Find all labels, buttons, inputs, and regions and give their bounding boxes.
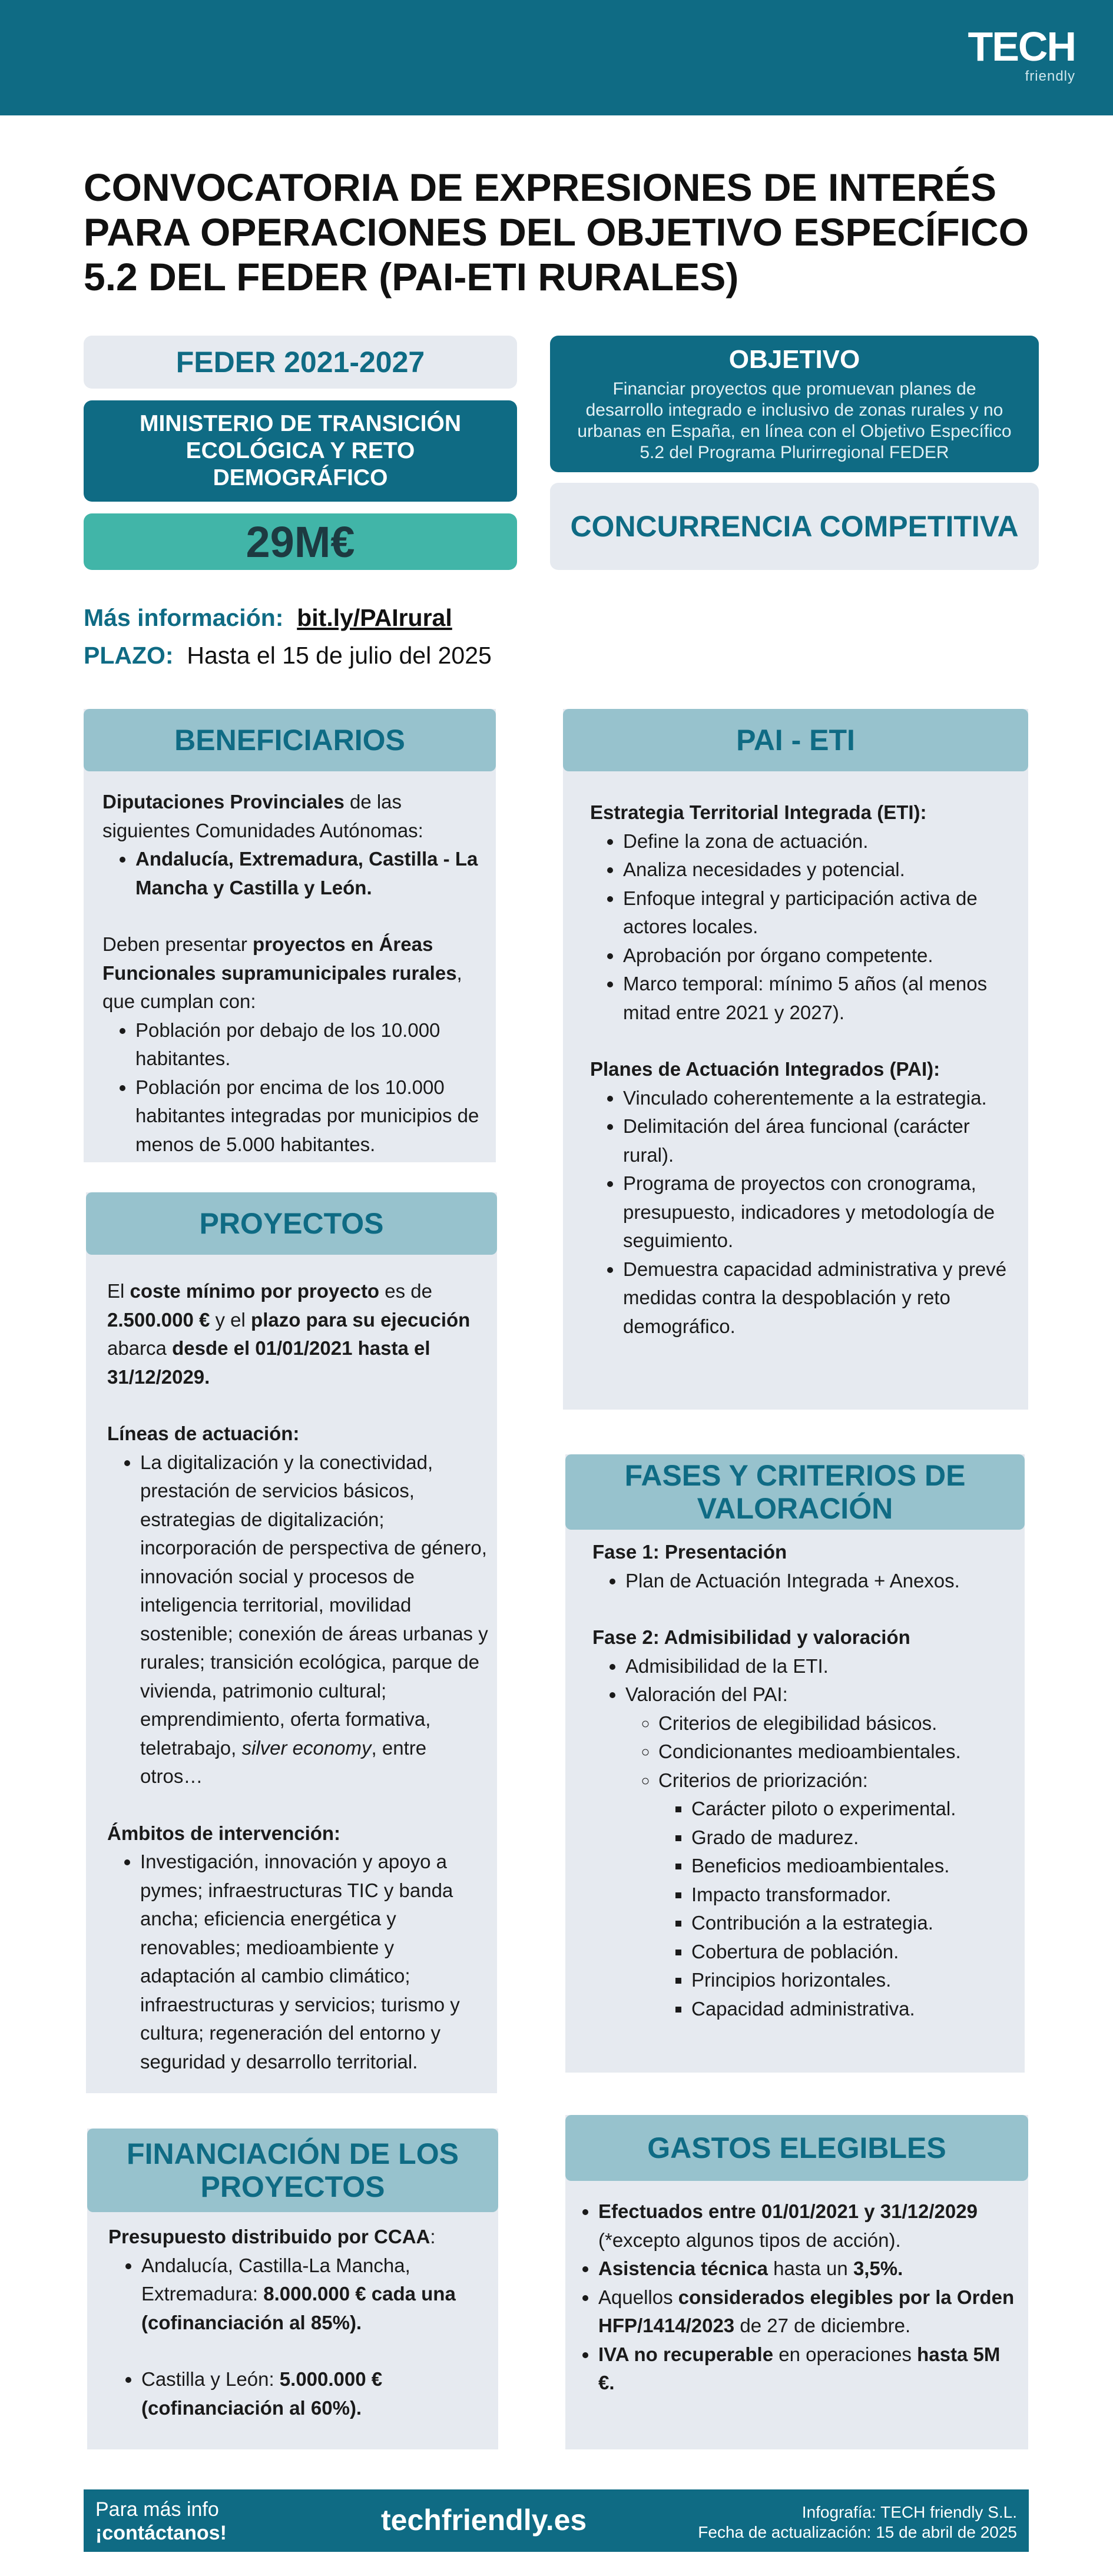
list-item: • Investigación, innovación y apoyo a pymes; infraestructuras TIC y banda ancha; eficiencia energética y renovables; medioambiente y adaptación al cambio climático; infraestructuras y servicios; turismo y cultura; regeneración del entorno y seguridad y desarrollo territorial. <box>140 1848 490 2076</box>
present-post: , que cumplan con: <box>102 962 462 1012</box>
header-bar <box>0 0 1113 115</box>
list-item: • Programa de proyectos con cronograma, presupuesto, indicadores y metodología de seguimiento. <box>623 1169 1020 1255</box>
list-item: ▪ Contribución a la estrategia. <box>691 1909 1022 1938</box>
g4-bold: IVA no recuperable <box>598 2343 774 2365</box>
fase2-item2: Valoración del PAI: <box>625 1683 788 1705</box>
ambitos-title: Ámbitos de intervención: <box>107 1822 341 1844</box>
more-info-label: Más información: <box>84 604 284 631</box>
beneficiarios-regions: Andalucía, Extremadura, Castilla - La Mancha y Castilla y León. <box>135 848 478 899</box>
list-item <box>135 845 485 902</box>
list-item: • Enfoque integral y participación activa de actores locales. <box>623 884 1020 941</box>
list-item: ▪ Carácter piloto o experimental. <box>691 1795 1022 1824</box>
list-item: ▪ Grado de madurez. <box>691 1824 1022 1852</box>
list-item: • Población por encima de los 10.000 habitantes integradas por municipios de menos de 5.000 habitantes. <box>135 1073 485 1159</box>
financiacion-card <box>87 2129 498 2449</box>
gastos-body <box>565 2197 1019 2398</box>
list-item <box>598 2340 1019 2398</box>
lineas-title: Líneas de actuación: <box>107 1423 300 1444</box>
list-item: ▪ Impacto transformador. <box>691 1881 1022 1909</box>
gastos-title: GASTOS ELEGIBLES <box>565 2115 1028 2181</box>
proyectos-card <box>86 1192 497 2093</box>
item1-regions: Andalucía, Castilla-La Mancha, Extremadura: <box>141 2254 410 2305</box>
financiacion-intro: Presupuesto distribuido por CCAA <box>108 2226 430 2247</box>
present-bold: proyectos en Áreas Funcionales supramunicipales rurales <box>102 933 457 984</box>
pai-eti-title: PAI - ETI <box>563 709 1028 771</box>
p1d: 2.500.000 € <box>107 1308 210 1331</box>
beneficiarios-intro <box>102 788 485 845</box>
deadline-value: Hasta el 15 de julio del 2025 <box>187 642 492 669</box>
item2-regions: Castilla y León: <box>141 2368 280 2390</box>
footer-credit-line1: Infografía: TECH friendly S.L. <box>801 2503 1017 2521</box>
amount-badge: 29M€ <box>84 513 517 570</box>
g2-mid: hasta un <box>767 2257 853 2279</box>
objective-title: OBJETIVO <box>728 345 860 374</box>
list-item: ◦ Condicionantes medioambientales. <box>658 1738 1022 1766</box>
p1h: desde el 01/01/2021 hasta el 31/12/2029. <box>107 1337 430 1388</box>
list-item: • Admisibilidad de la ETI. <box>625 1652 1022 1681</box>
p1c: es de <box>379 1280 432 1302</box>
list-item: • Población por debajo de los 10.000 habitantes. <box>135 1016 485 1073</box>
list-item: • Delimitación del área funcional (carácter rural). <box>623 1112 1020 1169</box>
p1b: coste mínimo por proyecto <box>130 1280 380 1302</box>
list-item <box>141 2252 491 2338</box>
g1-bold: Efectuados entre 01/01/2021 y 31/12/2029 <box>598 2200 978 2222</box>
footer-website-link[interactable]: techfriendly.es <box>381 2504 587 2537</box>
footer-credits <box>698 2502 1017 2542</box>
beneficiarios-card <box>84 709 496 1162</box>
list-item: • Marco temporal: mínimo 5 años (al menos mitad entre 2021 y 2027). <box>623 970 1020 1027</box>
g2-bold2: 3,5%. <box>853 2257 903 2279</box>
eti-title: Estrategia Territorial Integrada (ETI): <box>590 801 927 823</box>
beneficiarios-present <box>102 930 485 1016</box>
financiacion-intro-colon: : <box>430 2226 436 2247</box>
more-info-line <box>84 603 452 632</box>
footer-bar <box>84 2489 1029 2552</box>
proyectos-title: PROYECTOS <box>86 1192 497 1255</box>
logo-main-text: TECH <box>968 24 1075 69</box>
techfriendly-logo[interactable] <box>963 26 1075 84</box>
g2-bold: Asistencia técnica <box>598 2257 768 2279</box>
item1-bold: 8.000.000 € cada una (cofinanciación al 85%). <box>141 2283 456 2333</box>
fases-card <box>565 1454 1025 2073</box>
beneficiarios-intro-bold: Diputaciones Provinciales <box>102 791 344 813</box>
proyectos-intro <box>107 1277 490 1391</box>
more-info-link[interactable]: bit.ly/PAIrural <box>297 604 452 631</box>
beneficiarios-body <box>102 788 485 1159</box>
objective-text: Financiar proyectos que promuevan planes de desarrollo integrado e inclusivo de zonas rurales y no urbanas en España, en línea con el Objetivo Específico 5.2 del Programa Plurirregional FEDER <box>577 379 1012 462</box>
footer-contact[interactable] <box>95 2498 227 2545</box>
list-item: • Define la zona de actuación. <box>623 827 1020 856</box>
list-item <box>598 2255 1019 2283</box>
list-item: • Aprobación por órgano competente. <box>623 941 1020 970</box>
p1g: abarca <box>107 1337 173 1359</box>
ministry-badge: MINISTERIO DE TRANSICIÓN ECOLÓGICA Y RETO DEMOGRÁFICO <box>84 400 517 502</box>
p1e: y el <box>210 1308 251 1331</box>
fase1-title: Fase 1: Presentación <box>592 1541 787 1563</box>
priorizacion-label: Criterios de priorización: <box>658 1769 868 1791</box>
beneficiarios-intro-rest: de las siguientes Comunidades Autónomas: <box>102 791 423 841</box>
fases-body <box>592 1538 1022 2023</box>
g1-rest: (*excepto algunos tipos de acción). <box>598 2229 901 2251</box>
list-item: ◦ Criterios de elegibilidad básicos. <box>658 1709 1022 1738</box>
deadline-line <box>84 641 492 670</box>
competition-badge: CONCURRENCIA COMPETITIVA <box>550 483 1039 570</box>
page-title: CONVOCATORIA DE EXPRESIONES DE INTERÉS PARA OPERACIONES DEL OBJETIVO ESPECÍFICO 5.2 DEL FEDER (PAI-ETI RURALES) <box>84 165 1029 299</box>
p1a: El <box>107 1280 130 1302</box>
beneficiarios-title: BENEFICIARIOS <box>84 709 496 771</box>
g3-pre: Aquellos <box>598 2286 678 2308</box>
g4-bold2: hasta 5M €. <box>598 2343 1001 2393</box>
list-item: • Plan de Actuación Integrada + Anexos. <box>625 1567 1022 1596</box>
list-item <box>598 2197 1019 2255</box>
footer-contact-line2: ¡contáctanos! <box>95 2522 227 2544</box>
footer-credit-line2: Fecha de actualización: 15 de abril de 2025 <box>698 2523 1017 2541</box>
g4-mid: en operaciones <box>773 2343 917 2365</box>
pai-eti-card <box>563 709 1028 1410</box>
list-item <box>658 1766 1022 2024</box>
p1f: plazo para su ejecución <box>251 1308 471 1331</box>
list-item: ▪ Principios horizontales. <box>691 1966 1022 1995</box>
financiacion-title: FINANCIACIÓN DE LOS PROYECTOS <box>87 2129 498 2212</box>
list-item: • Vinculado coherentemente a la estrategia. <box>623 1084 1020 1113</box>
logo-sub-text: friendly <box>1025 68 1075 84</box>
list-item: • Analiza necesidades y potencial. <box>623 856 1020 884</box>
item2-bold: 5.000.000 € (cofinanciación al 60%). <box>141 2368 383 2419</box>
list-item: • Demuestra capacidad administrativa y prevé medidas contra la despoblación y reto demográfico. <box>623 1255 1020 1341</box>
g3-rest: de 27 de diciembre. <box>734 2315 911 2336</box>
financiacion-body <box>108 2223 491 2422</box>
list-item: ▪ Cobertura de población. <box>691 1938 1022 1967</box>
fase2-title: Fase 2: Admisibilidad y valoración <box>592 1626 910 1648</box>
list-item <box>598 2283 1019 2340</box>
gastos-card <box>565 2115 1028 2449</box>
list-item <box>141 2365 491 2422</box>
present-pre: Deben presentar <box>102 933 253 955</box>
list-item <box>140 1448 490 1791</box>
lineas-end: , entre otros… <box>140 1736 427 1787</box>
proyectos-body <box>107 1277 490 2076</box>
pai-eti-body <box>590 798 1020 1341</box>
footer-contact-line1: Para más info <box>95 2498 219 2521</box>
pai-title: Planes de Actuación Integrados (PAI): <box>590 1058 940 1080</box>
program-badge: FEDER 2021-2027 <box>84 336 517 389</box>
list-item: ▪ Capacidad administrativa. <box>691 1995 1022 2024</box>
list-item: ▪ Beneficios medioambientales. <box>691 1852 1022 1881</box>
fases-title: FASES Y CRITERIOS DE VALORACIÓN <box>565 1454 1025 1530</box>
list-item <box>625 1680 1022 2023</box>
lineas-italic: silver economy <box>241 1736 372 1759</box>
g3-bold: considerados elegibles por la Orden HFP/1414/2023 <box>598 2286 1015 2336</box>
deadline-label: PLAZO: <box>84 642 174 669</box>
objective-box <box>550 336 1039 472</box>
lineas-text: La digitalización y la conectividad, prestación de servicios básicos, estrategias de digitalización; incorporación de perspectiva de género, innovación social y procesos de inteligencia territorial, movilidad sostenible; conexión de áreas urbanas y rurales; transición ecológica, parque de vivienda, patrimonio cultural; emprendimiento, oferta formativa, teletrabajo, <box>140 1451 488 1759</box>
